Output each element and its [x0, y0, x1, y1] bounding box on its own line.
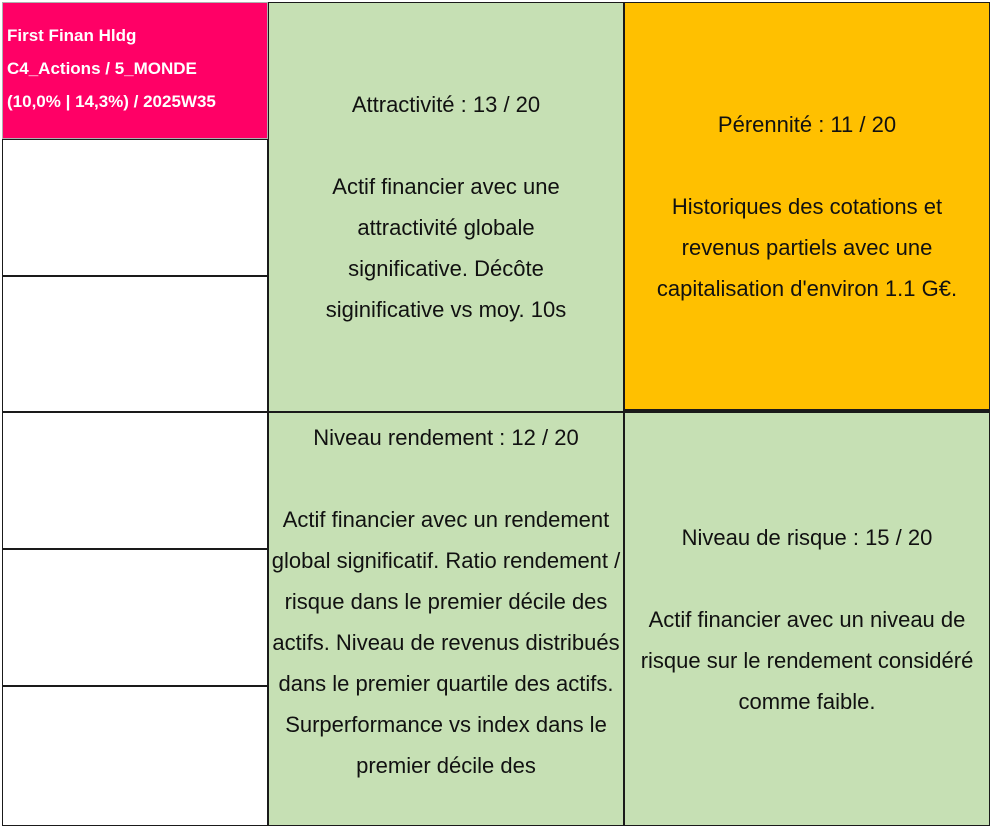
rendement-card — [268, 412, 624, 826]
perennite-card — [624, 2, 990, 412]
rendement-title: Niveau rendement : 12 / 20 — [313, 425, 579, 450]
attractivite-title: Attractivité : 13 / 20 — [351, 92, 541, 117]
risque-description: Actif financier avec un niveau de risque sur le rendement considéré comme faible. — [640, 606, 974, 714]
risque-title: Niveau de risque : 15 / 20 — [681, 524, 933, 550]
perennite-description: Historiques des cotations et revenus partiels avec une capitalisation d'environ 1.1 G€. — [656, 193, 958, 301]
empty-cell-3 — [2, 412, 268, 549]
empty-cell-1 — [2, 139, 268, 276]
empty-cell-4 — [2, 549, 268, 686]
attractivite-description: Actif financier avec une attractivité globale significative. Décôte siginificative vs moy. 10s — [325, 174, 567, 322]
rendement-description: Actif financier avec un rendement global significatif. Ratio rendement / risque dans le premier décile des actifs. Niveau de revenus distribués dans le premier quartile des actifs. Surperformance vs index dans le premier décile des — [271, 507, 621, 778]
attractivite-card — [268, 2, 624, 412]
empty-cell-2 — [2, 276, 268, 412]
perennite-title: Pérennité : 11 / 20 — [717, 111, 897, 137]
risque-card — [624, 412, 990, 826]
asset-period: (10,0% | 14,3%) / 2025W35 — [7, 92, 216, 111]
asset-header — [2, 2, 268, 139]
empty-cell-5 — [2, 686, 268, 826]
asset-category: C4_Actions / 5_MONDE — [7, 59, 197, 78]
asset-name: First Finan Hldg — [7, 26, 137, 45]
